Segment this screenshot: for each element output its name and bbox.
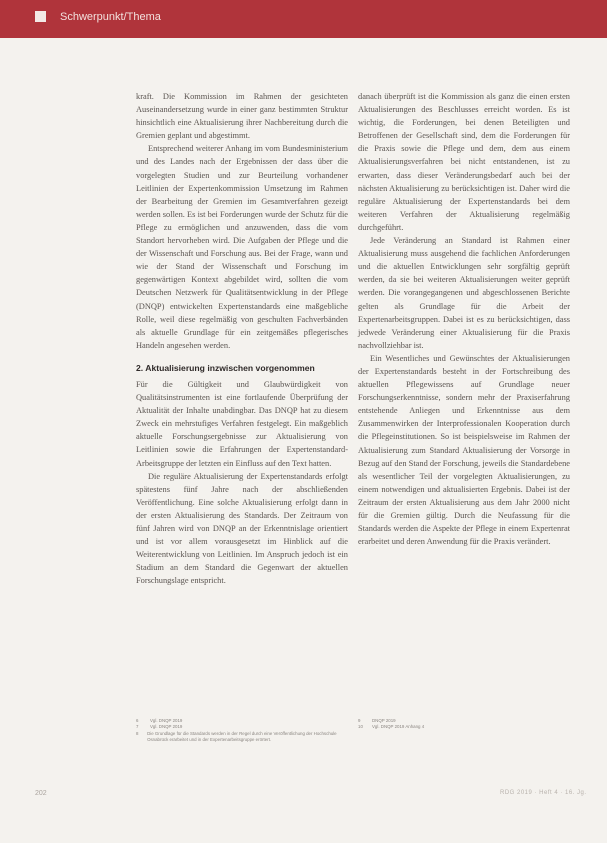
footnote-number: 10	[358, 724, 363, 730]
paragraph: danach überprüft ist die Kommission als ganz die einen ersten Aktualisierungen des Beschlusses erreicht worden. Es ist wichtig, die Forderungen, bei denen Beteiligten und Betroffenen der Gesellschaft sind, dem die Forderungen für die Praxis sowie die Pflege und dem, dem aus einem Aktualisierungsverfahren bei nicht entstandenen, ist zu erwarten, dass dieser Veränderungsbedarf auch bei der nächsten Aktualisierung zu berücksichtigen ist. Daher wird die reguläre Aktualisierung der Expertenstandards bei dem weiteren Verfahren der Aktualisierung regelmäßig durchgeführt.	[358, 92, 570, 232]
paragraph: Für die Gültigkeit und Glaubwürdigkeit von Qualitätsinstrumenten ist eine fortlaufende Überprüfung der Aktualität der Inhalte unabdingbar. Das DNQP hat zu diesem Zweck ein mehrstufiges Verfahren festgelegt. Ein maßgeblich aktuelle Forschungsergebnisse zur Aktualisierung von Leitlinien sowie die Erfahrungen der Expertenstandard-Arbeitsgruppe der letzten ein Einfluss auf den Text hatten.	[136, 379, 348, 468]
footnote-number: 9	[358, 718, 361, 723]
section-label: Schwerpunkt/Thema	[60, 11, 161, 23]
page-number: 202	[35, 790, 47, 797]
footnotes-left	[136, 718, 346, 744]
section-heading: 2. Aktualisierung inzwischen vorgenommen	[136, 362, 315, 373]
footnote-number: 6	[136, 718, 139, 723]
right-column	[358, 90, 570, 548]
paragraph: Entsprechend weiterer Anhang im vom Bundesministerium und des Landes nach der Ergebnissen der dass über die vorgelegten Studien und zur Beurteilung vorhandener Leitlinien der Expertenkommission Umsetzung im Rahmen der Bearbeitung der Gremien im Gesamtverfahren gezeigt werden sollen. Es ist bei Forderungen wurde der Schutz für die Pflege zu ermöglichen und anzuwenden, dass die vom Standort hervorheben wird. Die Aufgaben der Pflege und die der Wissenschaft und Forschung aus. Bei der Frage, wann und wie der Stand der Wissenschaft und Forschung im gegenwärtigen Kontext abgebildet wird, sollten die vom Deutschen Netzwerk für Qualitätsentwicklung in der Pflege (DNQP) entwickelten Expertenstandards eine maßgebliche Rolle, weil diese regelmäßig von geschulten Fachverbänden als aktuelle Grundlage für ein zeitgemäßes pflegerisches Handeln angesehen werden.	[136, 144, 348, 350]
paragraph: Jede Veränderung an Standard ist Rahmen einer Aktualisierung muss ausgehend die fachlichen Anforderungen und die aktuellen Entwicklungen sehr sorgfältig geprüft werden, da sie bei weiteren Aktualisierungen weiter geprüft werden. Die vorangegangenen und abgeschlossenen Berichte gelten als Grundlage für die Arbeit der Expertenarbeitsgruppen. Dabei ist es zu berücksichtigen, dass jedwede Veränderung einer Aktualisierung für die Praxis nachvollziehbar ist.	[358, 236, 570, 350]
paragraph: Die reguläre Aktualisierung der Expertenstandards erfolgt spätestens fünf Jahre nach der abschließenden Veröffentlichung. Eine solche Aktualisierung erfolgt dann in der ersten Aktualisierung des Standards. Der Zeitraum von fünf Jahren wird von DNQP an der Erkenntnislage orientiert und ist vor allem vorausgesetzt im Hinblick auf die Weiterentwicklung von Leitlinien. Im Anspruch jedoch ist ein Stadium an dem Standard die Gegenwart der aktuellen Forschungslage entspricht.	[136, 471, 348, 586]
left-column	[136, 90, 348, 587]
footnote	[136, 731, 346, 744]
footnote-number: 7	[136, 724, 139, 730]
section-marker-icon	[35, 11, 46, 22]
footnote	[358, 724, 518, 730]
footnote-text: Die Grundlage für die Standards werden in der Regel durch eine Veröffentlichung der Hochschule Osnabrück erarbeitet und in der Expertenarbeitsgruppe erörtert.	[147, 730, 337, 743]
footnote-text: Vgl. DNQP 2019	[150, 724, 183, 730]
footnote-number: 8	[136, 730, 139, 736]
paragraph: Ein Wesentliches und Gewünschtes der Aktualisierungen der Expertenstandards besteht in der Fortschreibung des aktuellen Pflegewissens auf Grundlage neuer Forschungserkenntnisse, sondern mehr der Praxiserfahrung entstehende Anliegen und Erkenntnisse aus dem Zusammenwirken der Interprofessionalen Kooperation durch die Pflegeinstitutionen. So ist beispielsweise im Rahmen der Aktualisierung zum Standard Aktualisierung der Vorsorge in Bezug auf den Stand der Forschung, jeweils die Standardebene als wesentlicher Teil der vorgelegten Aktualisierungen, zu einem notwendigen und aktualisierten Ergebnis. Dabei ist der Zeitraum der ersten Aktualisierung aus dem Jahr 2000 nicht für die Gremien gültig. Durch die Neufassung für die Standards werden die Aspekte der Pflege in einem Expertenrat erarbeitet und deren Anwendung für die Praxis verändert.	[358, 353, 570, 547]
paragraph: kraft. Die Kommission im Rahmen der gesichteten Auseinandersetzung wurde in einer ganz bestimmten Struktur hinsichtlich eine Aktualisierung ihrer Nachbereitung durch die Gremien geplant und abgestimmt.	[136, 92, 348, 141]
footnote-text: DNQP 2019	[372, 718, 396, 723]
footnotes-right	[358, 718, 518, 731]
journal-reference: RDG 2019 · Heft 4 · 16. Jg.	[500, 790, 587, 796]
footnote-text: Vgl. DNQP 2019 Anhang 4	[372, 724, 425, 730]
header-bar	[0, 0, 607, 38]
footnote-text: Vgl. DNQP 2019	[150, 718, 183, 723]
